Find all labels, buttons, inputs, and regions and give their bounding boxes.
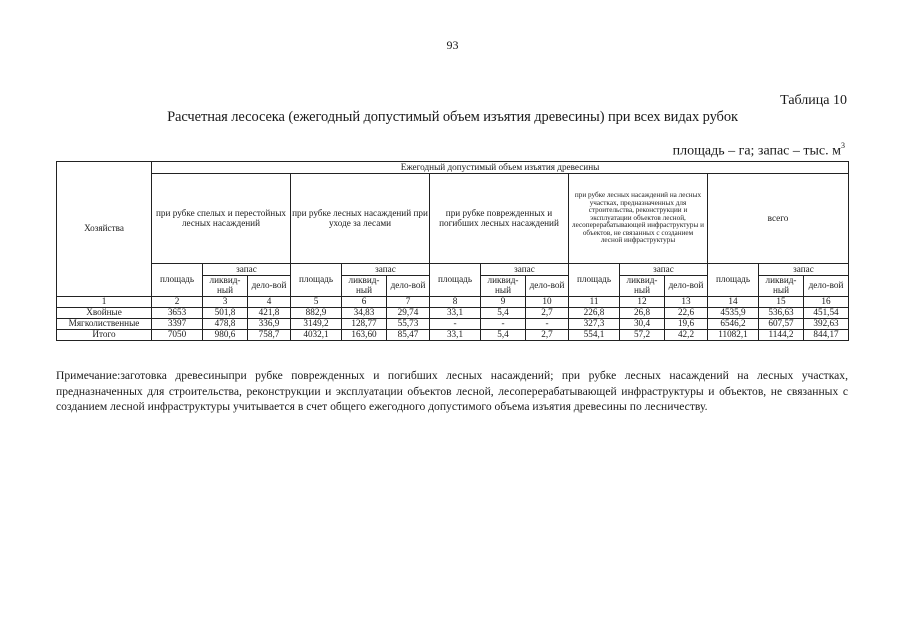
table-cell: 980,6 xyxy=(203,330,248,341)
table-cell: 5,4 xyxy=(481,308,526,319)
column-number: 16 xyxy=(804,297,849,308)
column-number: 5 xyxy=(291,297,342,308)
column-number: 15 xyxy=(759,297,804,308)
table-cell: 34,83 xyxy=(342,308,387,319)
units-superscript: 3 xyxy=(841,141,845,150)
liquid-header: ликвид-ный xyxy=(203,276,248,297)
area-header: площадь xyxy=(708,264,759,297)
liquid-header: ликвид-ный xyxy=(620,276,665,297)
column-number: 7 xyxy=(387,297,430,308)
table-cell: 327,3 xyxy=(569,319,620,330)
table-cell: 85,47 xyxy=(387,330,430,341)
business-header: дело-вой xyxy=(248,276,291,297)
table-cell: 554,1 xyxy=(569,330,620,341)
table-cell: 29,74 xyxy=(387,308,430,319)
page-number: 93 xyxy=(446,38,459,52)
table-cell: 607,57 xyxy=(759,319,804,330)
table-cell: 2,7 xyxy=(526,308,569,319)
table-cell: 536,63 xyxy=(759,308,804,319)
table-cell: 758,7 xyxy=(248,330,291,341)
document-title: Расчетная лесосека (ежегодный допустимый объем изъятия древесины) при всех видах рубок xyxy=(167,109,738,125)
column-number: 6 xyxy=(342,297,387,308)
column-number: 1 xyxy=(57,297,152,308)
table-cell: - xyxy=(481,319,526,330)
group-damaged-header: при рубке поврежденных и погибших лесных насаждений xyxy=(430,174,569,264)
table-cell: 30,4 xyxy=(620,319,665,330)
table-cell: 336,9 xyxy=(248,319,291,330)
allowable-cut-table xyxy=(56,161,849,341)
table-cell: 4535,9 xyxy=(708,308,759,319)
area-header: площадь xyxy=(291,264,342,297)
table-cell: 22,6 xyxy=(665,308,708,319)
units-text: площадь – га; запас – тыс. м xyxy=(672,143,841,159)
stock-header: запас xyxy=(481,264,569,276)
table-cell: 392,63 xyxy=(804,319,849,330)
column-number: 2 xyxy=(152,297,203,308)
table-row xyxy=(57,308,849,319)
table-cell: 226,8 xyxy=(569,308,620,319)
liquid-header: ликвид-ный xyxy=(481,276,526,297)
column-number: 9 xyxy=(481,297,526,308)
table-cell: 33,1 xyxy=(430,308,481,319)
group-header: Ежегодный допустимый объем изъятия древесины xyxy=(152,162,849,174)
table-cell: 33,1 xyxy=(430,330,481,341)
table-cell: 55,73 xyxy=(387,319,430,330)
group-infrastructure-header: при рубке лесных насаждений на лесных участках, предназначенных для строительства, реконструкции и эксплуатации объектов лесной, лесоперерабатывающей инфраструктуры и объектов, не связанных с созданием лесной инфраструктуры xyxy=(569,174,708,264)
table-cell: 3149,2 xyxy=(291,319,342,330)
table-cell: 57,2 xyxy=(620,330,665,341)
column-number: 11 xyxy=(569,297,620,308)
table-cell: 3397 xyxy=(152,319,203,330)
column-number: 14 xyxy=(708,297,759,308)
business-header: дело-вой xyxy=(526,276,569,297)
table-cell: 7050 xyxy=(152,330,203,341)
column-number: 12 xyxy=(620,297,665,308)
table-cell: 1144,2 xyxy=(759,330,804,341)
column-number: 3 xyxy=(203,297,248,308)
table-cell: Мягколиственные xyxy=(57,319,152,330)
group-total-header: всего xyxy=(708,174,849,264)
table-cell: - xyxy=(430,319,481,330)
table-cell: 421,8 xyxy=(248,308,291,319)
table-cell: 128,77 xyxy=(342,319,387,330)
table-cell: Хвойные xyxy=(57,308,152,319)
table-cell: 844,17 xyxy=(804,330,849,341)
table-cell: 478,8 xyxy=(203,319,248,330)
stock-header: запас xyxy=(759,264,849,276)
table-cell: 882,9 xyxy=(291,308,342,319)
column-number: 13 xyxy=(665,297,708,308)
table-cell: 501,8 xyxy=(203,308,248,319)
table-cell: 2,7 xyxy=(526,330,569,341)
table-cell: 26,8 xyxy=(620,308,665,319)
area-header: площадь xyxy=(152,264,203,297)
column-number-row xyxy=(57,297,849,308)
table-note: Примечание:заготовка древесиныпри рубке поврежденных и погибших лесных насаждений; при рубке лесных насаждений на лесных участках, предназначенных для строительства, реконструкции и эксплуатации объектов лесной, лесоперерабатывающей инфраструктуры и объектов, не связанных с созданием лесной инфраструктуры учитывается в счет общего ежегодного допустимого объема изъятия древесины по лесничеству. xyxy=(56,369,848,413)
table-cell: 5,4 xyxy=(481,330,526,341)
area-header: площадь xyxy=(430,264,481,297)
stock-header: запас xyxy=(620,264,708,276)
table-row-total xyxy=(57,330,849,341)
business-header: дело-вой xyxy=(804,276,849,297)
group-mature-header: при рубке спелых и перестойных лесных насаждений xyxy=(152,174,291,264)
table-cell: 11082,1 xyxy=(708,330,759,341)
table-cell: 451,54 xyxy=(804,308,849,319)
liquid-header: ликвид-ный xyxy=(759,276,804,297)
table-cell: Итого xyxy=(57,330,152,341)
stock-header: запас xyxy=(342,264,430,276)
table-cell: - xyxy=(526,319,569,330)
column-number: 10 xyxy=(526,297,569,308)
business-header: дело-вой xyxy=(665,276,708,297)
stock-header: запас xyxy=(203,264,291,276)
group-thinning-header: при рубке лесных насаждений при уходе за лесами xyxy=(291,174,430,264)
table-cell: 42,2 xyxy=(665,330,708,341)
business-header: дело-вой xyxy=(387,276,430,297)
table-label: Таблица 10 xyxy=(780,93,847,108)
table-cell: 3653 xyxy=(152,308,203,319)
farm-header: Хозяйства xyxy=(57,162,152,297)
table-cell: 6546,2 xyxy=(708,319,759,330)
table-cell: 19,6 xyxy=(665,319,708,330)
area-header: площадь xyxy=(569,264,620,297)
table-row xyxy=(57,319,849,330)
column-number: 4 xyxy=(248,297,291,308)
liquid-header: ликвид-ный xyxy=(342,276,387,297)
table-cell: 163,60 xyxy=(342,330,387,341)
units-line xyxy=(673,142,845,160)
table-cell: 4032,1 xyxy=(291,330,342,341)
column-number: 8 xyxy=(430,297,481,308)
